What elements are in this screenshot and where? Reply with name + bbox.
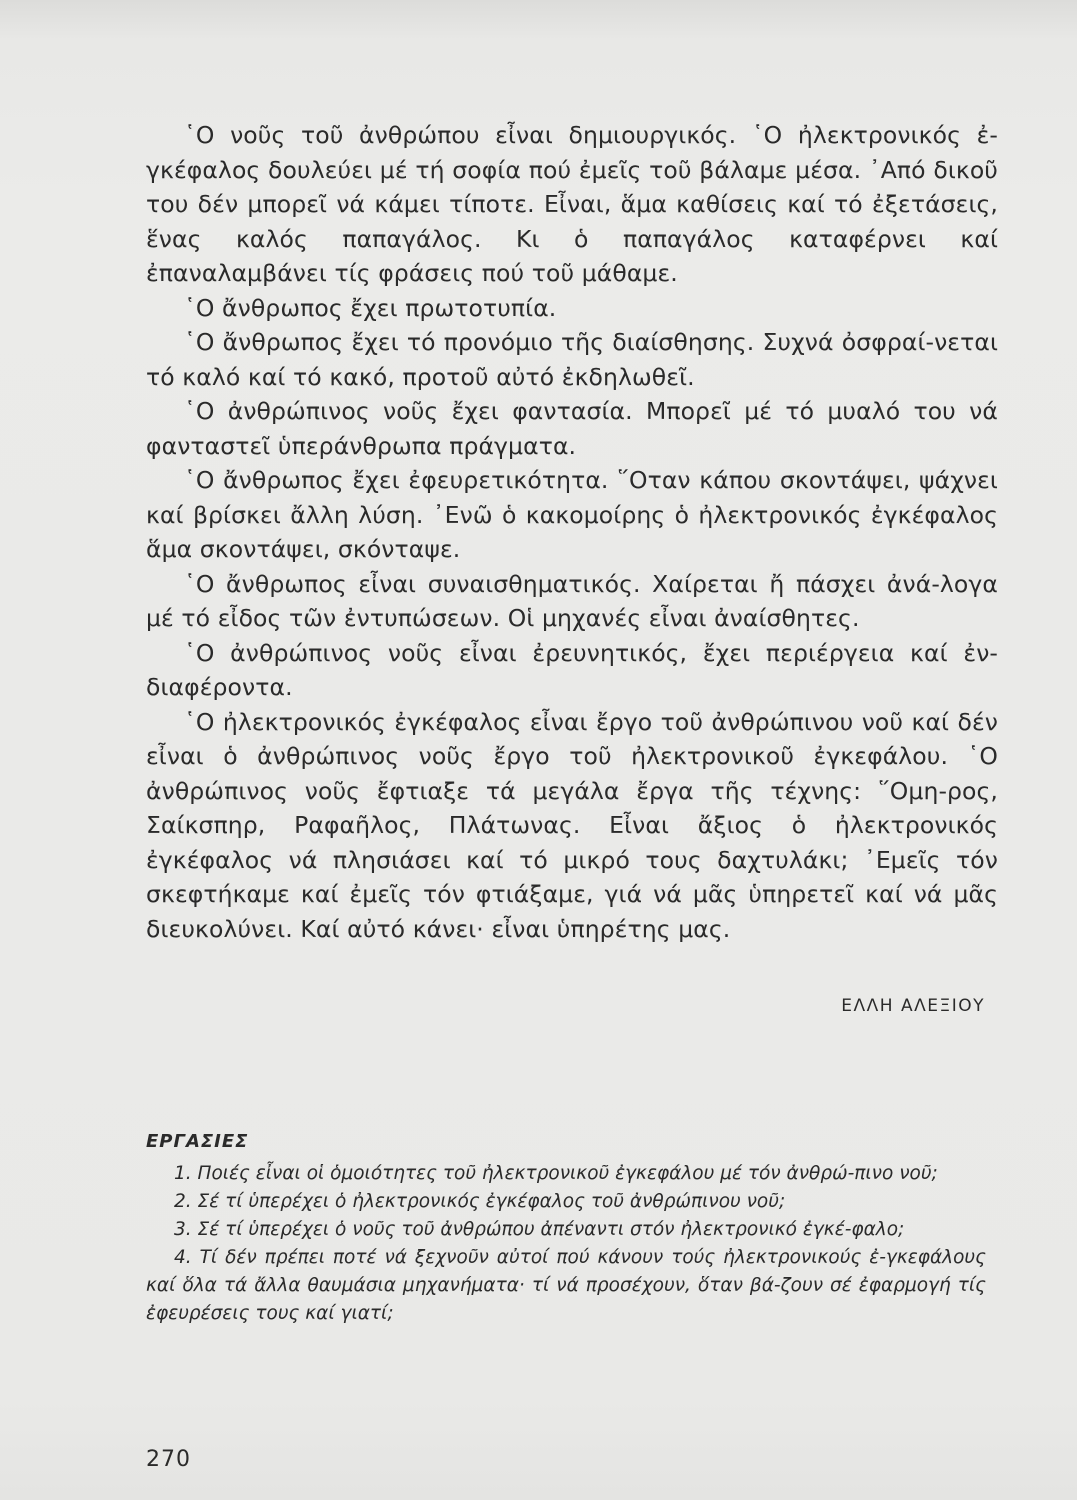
paragraph: ῾Ο ἠλεκτρονικός ἐγκέφαλος εἶναι ἔργο τοῦ ἀνθρώπινου νοῦ καί δέν εἶναι ὁ ἀνθρώπινος νοῦς ἔργο τοῦ ἠλεκτρονικοῦ ἐγκεφάλου. ῾Ο ἀνθρώπινος νοῦς ἔφτιαξε τά μεγάλα ἔργα τῆς τέχνης: ῞Ομη-ρος, Σαίκσπηρ, Ραφαῆλος, Πλάτωνας. Εἶναι ἄξιος ὁ ἠλεκτρονικός ἐγκέφαλος νά πλησιάσει καί τό μικρό τους δαχτυλάκι; ᾿Εμεῖς τόν σκεφτήκαμε καί ἐμεῖς τόν φτιάξαμε, γιά νά μᾶς ὑπηρετεῖ καί νά μᾶς διευκολύνει. Καί αὐτό κάνει· εἶναι ὑπηρέτης μας. [146,707,998,943]
author-name: ΕΛΛΗ ΑΛΕΞΙΟΥ [841,996,985,1016]
paragraph: ῾Ο ἄνθρωπος ἔχει πρωτοτυπία. [184,293,557,322]
paragraph: ῾Ο ἄνθρωπος ἔχει τό προνόμιο τῆς διαίσθησης. Συχνά ὀσφραί-νεται τό καλό καί τό κακό, προτοῦ αὐτό ἐκδηλωθεῖ. [146,328,998,391]
paragraph: ῾Ο ἀνθρώπινος νοῦς ἔχει φαντασία. Μπορεῖ μέ τό μυαλό του νά φανταστεῖ ὑπεράνθρωπα πράγματα. [146,397,998,460]
exercise-item: 3. Σέ τί ὑπερέχει ὁ νοῦς τοῦ ἀνθρώπου ἀπέναντι στόν ἠλεκτρονικό ἐγκέ-φαλο; [174,1219,905,1240]
exercises-list [146,1160,986,1328]
paragraph: ῾Ο νοῦς τοῦ ἀνθρώπου εἶναι δημιουργικός. ῾Ο ἠλεκτρονικός ἐ-γκέφαλος δουλεύει μέ τή σοφία πού ἐμεῖς τοῦ βάλαμε μέσα. ᾿Από δικοῦ του δέν μπορεῖ νά κάμει τίποτε. Εἶναι, ἅμα καθίσεις καί τό ἐξετάσεις, ἕνας καλός παπαγάλος. Κι ὁ παπαγάλος καταφέρνει καί ἐπαναλαμβάνει τίς φράσεις πού τοῦ μάθαμε. [146,121,998,287]
paragraph: ῾Ο ἀνθρώπινος νοῦς εἶναι ἐρευνητικός, ἔχει περιέργεια καί ἐν-διαφέροντα. [146,638,998,701]
exercise-item: 4. Τί δέν πρέπει ποτέ νά ξεχνοῦν αὐτοί πού κάνουν τούς ἠλεκτρονικούς ἐ-γκεφάλους καί ὅλα τά ἄλλα θαυμάσια μηχανήματα· τί νά προσέχουν, ὅταν βά-ζουν σέ ἐφαρμογή τίς ἐφευρέσεις τους καί γιατί; [146,1247,986,1324]
exercises-heading: ΕΡΓΑΣΙΕΣ [146,1131,249,1152]
exercise-item: 2. Σέ τί ὑπερέχει ὁ ἠλεκτρονικός ἐγκέφαλος τοῦ ἀνθρώπινου νοῦ; [174,1191,786,1212]
exercises-section [146,1128,986,1328]
exercise-item: 1. Ποιές εἶναι οἱ ὁμοιότητες τοῦ ἠλεκτρονικοῦ ἐγκεφάλου μέ τόν ἀνθρώ-πινο νοῦ; [174,1163,938,1184]
page-number: 270 [146,1447,191,1472]
main-text [146,118,998,946]
paragraph: ῾Ο ἄνθρωπος ἔχει ἐφευρετικότητα. ῞Οταν κάπου σκοντάψει, ψάχνει καί βρίσκει ἄλλη λύση. ᾿Ενῶ ὁ κακομοίρης ὁ ἠλεκτρονικός ἐγκέφαλος ἅμα σκοντάψει, σκόνταψε. [146,466,998,563]
paragraph: ῾Ο ἄνθρωπος εἶναι συναισθηματικός. Χαίρεται ἤ πάσχει ἀνά-λογα μέ τό εἶδος τῶν ἐντυπώσεων. Οἱ μηχανές εἶναι ἀναίσθητες. [146,569,998,632]
